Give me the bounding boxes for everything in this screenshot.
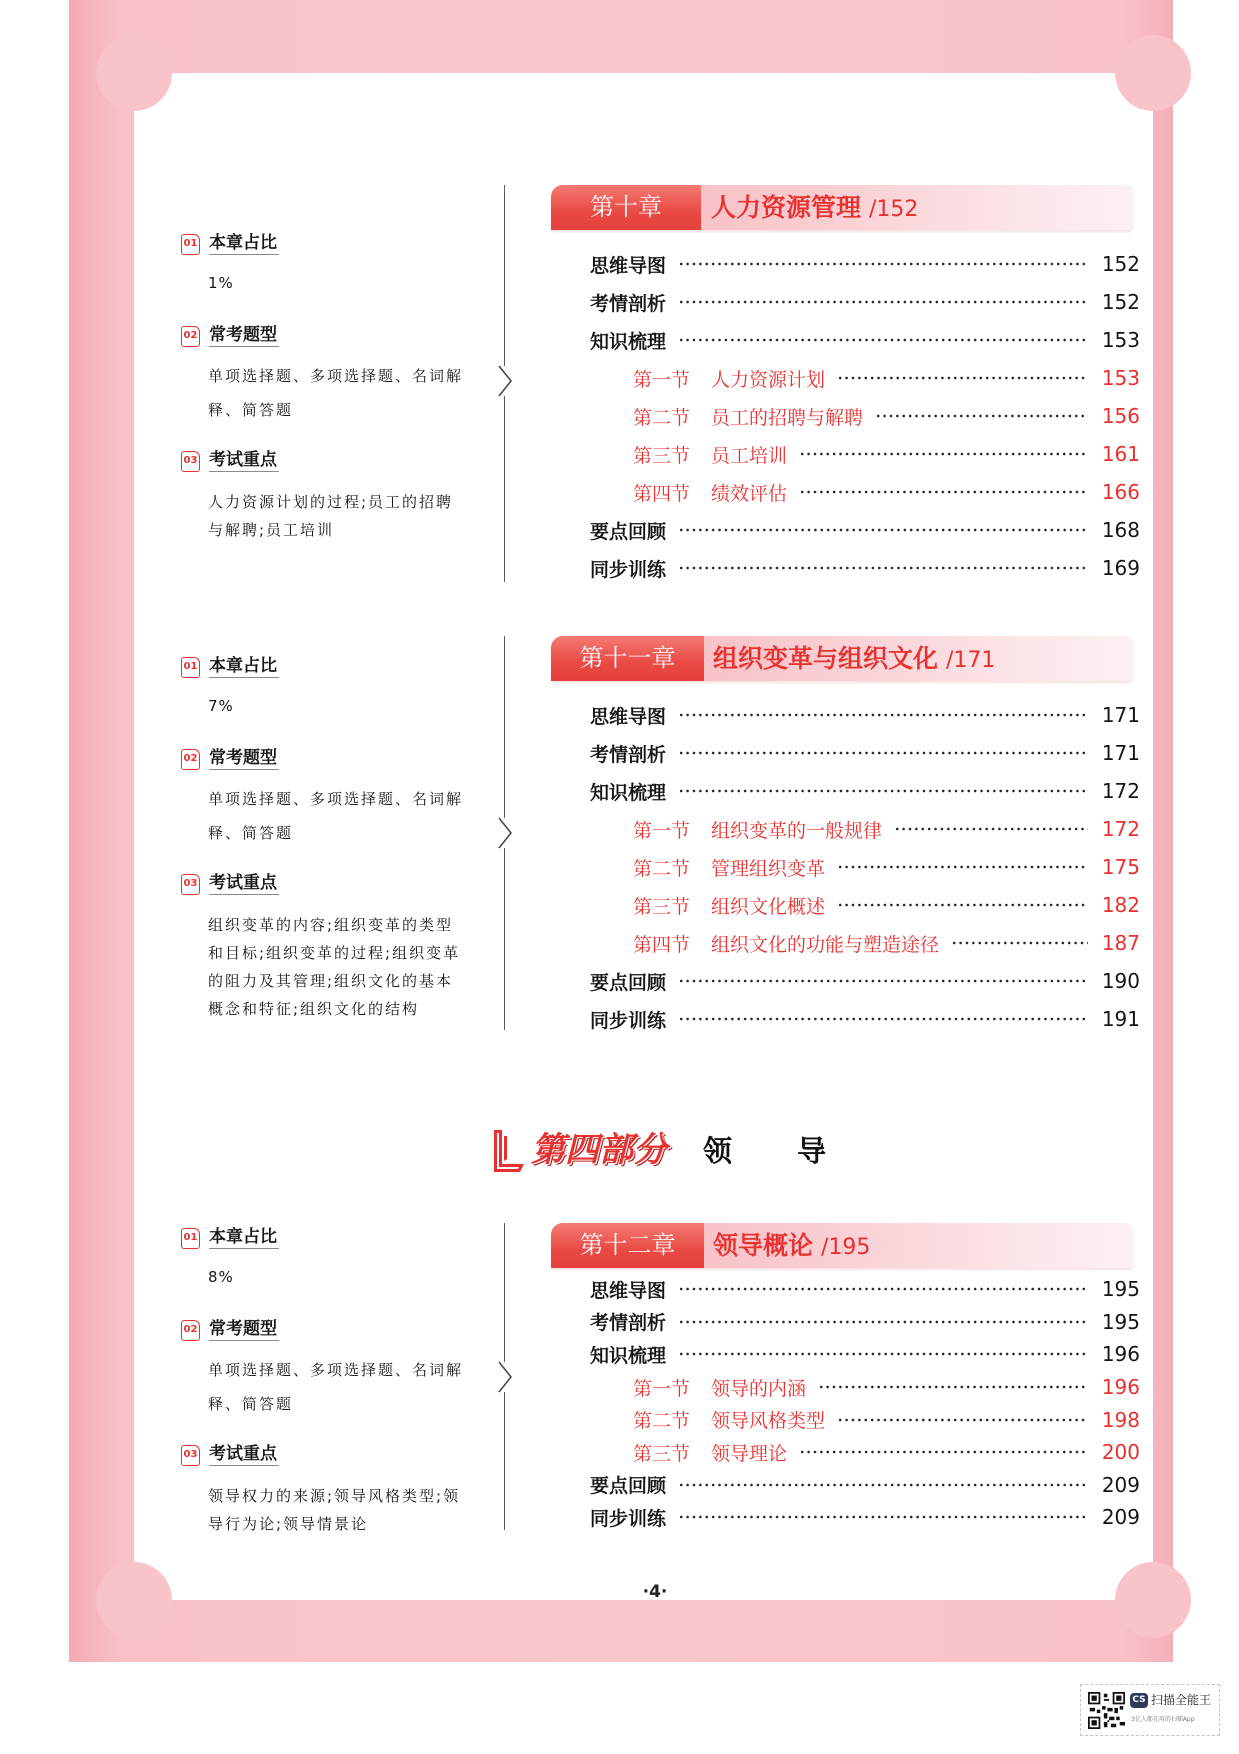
entry-page: 196 <box>1101 1342 1140 1367</box>
section-title: 组织变革的一般规律 <box>711 819 883 842</box>
chapter-page: /171 <box>946 648 996 673</box>
entry-label: 知识梳理 <box>590 781 667 804</box>
dot-leader <box>678 338 1088 342</box>
entry-label: 知识梳理 <box>590 1344 667 1367</box>
chevron-right-icon <box>496 1360 514 1394</box>
chapter-11-toc <box>590 696 1140 1038</box>
types-heading <box>181 748 481 770</box>
types-line: 单项选择题、多项选择题、名词解 <box>208 1361 464 1379</box>
section-title: 组织文化的功能与塑造途径 <box>711 933 940 956</box>
corner-notch-top-right <box>1115 35 1191 111</box>
entry-page: 195 <box>1101 1277 1140 1302</box>
section-page: 161 <box>1101 442 1140 466</box>
scanner-watermark <box>1080 1684 1220 1736</box>
entry-page: 153 <box>1101 328 1140 352</box>
section-title: 员工培训 <box>711 444 788 467</box>
toc-section-entry <box>590 1371 1140 1404</box>
focus-line: 人力资源计划的过程;员工的招聘 <box>208 493 454 511</box>
toc-entry <box>590 1469 1140 1502</box>
chapter-10-header <box>551 185 1133 230</box>
section-number: 第四节 <box>633 933 691 956</box>
section-title: 组织文化概述 <box>711 895 826 918</box>
section-number: 第二节 <box>633 406 691 429</box>
section-page: 198 <box>1101 1407 1140 1432</box>
section-number: 第一节 <box>633 368 691 391</box>
dot-leader <box>678 262 1088 266</box>
chevron-right-icon <box>496 816 514 850</box>
section-page: 166 <box>1101 480 1140 504</box>
chapter-page: /195 <box>821 1235 871 1260</box>
section-number: 第一节 <box>633 1377 691 1400</box>
focus-label: 考试重点 <box>209 1444 277 1464</box>
focus-line: 和目标;组织变革的过程;组织变革 <box>208 944 461 962</box>
ratio-heading <box>181 1227 481 1249</box>
focus-line: 组织变革的内容;组织变革的类型 <box>208 916 454 934</box>
toc-entry <box>590 1501 1140 1534</box>
entry-label: 要点回顾 <box>590 1475 667 1498</box>
section-page: 196 <box>1101 1375 1140 1400</box>
ratio-label: 本章占比 <box>209 233 277 253</box>
toc-entry <box>590 1306 1140 1339</box>
number-badge: 01 <box>181 657 200 678</box>
toc-entry <box>590 549 1140 587</box>
qr-code-icon <box>1088 1692 1125 1729</box>
section-number: 第二节 <box>633 857 691 880</box>
chapter-title: 组织变革与组织文化 <box>713 644 939 673</box>
ratio-heading <box>181 233 481 255</box>
types-text <box>181 782 481 850</box>
dot-leader <box>678 979 1088 983</box>
focus-line: 领导权力的来源;领导风格类型;领 <box>208 1487 461 1505</box>
entry-page: 169 <box>1101 556 1140 580</box>
toc-section-entry <box>590 435 1140 473</box>
chapter-10-sidebar <box>181 233 481 544</box>
entry-page: 171 <box>1101 703 1140 727</box>
chapter-title: 领导概论 <box>713 1231 814 1260</box>
toc-section-entry <box>590 848 1140 886</box>
section-page: 156 <box>1101 404 1140 428</box>
focus-line: 导行为论;领导情景论 <box>208 1515 369 1533</box>
ratio-value: 8% <box>208 1268 234 1286</box>
focus-label: 考试重点 <box>209 450 277 470</box>
corner-notch-bottom-right <box>1115 1562 1191 1638</box>
chevron-right-icon <box>496 364 514 398</box>
focus-line: 概念和特征;组织文化的结构 <box>208 1000 420 1018</box>
dot-leader <box>894 827 1088 831</box>
section-title: 领导理论 <box>711 1442 788 1465</box>
toc-entry <box>590 511 1140 549</box>
focus-line: 与解聘;员工培训 <box>208 521 335 539</box>
focus-text <box>181 911 481 1023</box>
section-page: 172 <box>1101 817 1140 841</box>
section-number: 第二节 <box>633 1410 691 1433</box>
ratio-label: 本章占比 <box>209 656 277 676</box>
ratio-heading <box>181 656 481 678</box>
chapter-11-sidebar <box>181 656 481 1023</box>
types-text <box>181 1353 481 1421</box>
scanner-app-name: 扫描全能王 <box>1151 1693 1212 1707</box>
focus-label: 考试重点 <box>209 873 277 893</box>
section-title: 领导风格类型 <box>711 1410 826 1433</box>
section-title: 绩效评估 <box>711 482 788 505</box>
chapter-heading <box>713 636 995 684</box>
section-title: 员工的招聘与解聘 <box>711 406 864 429</box>
entry-label: 同步训练 <box>590 1507 667 1530</box>
chapter-12-header <box>551 1223 1133 1268</box>
dot-leader <box>678 528 1088 532</box>
section-title: 领导的内涵 <box>711 1377 807 1400</box>
toc-entry <box>590 321 1140 359</box>
toc-entry <box>590 1338 1140 1371</box>
chapter-number: 第十章 <box>551 185 701 230</box>
entry-page: 191 <box>1101 1007 1140 1031</box>
focus-text <box>181 488 481 544</box>
ratio-value: 7% <box>208 697 234 715</box>
types-line: 释、简答题 <box>208 401 294 419</box>
toc-entry <box>590 772 1140 810</box>
toc-section-entry <box>590 810 1140 848</box>
dot-leader <box>799 452 1088 456</box>
entry-label: 同步训练 <box>590 558 667 581</box>
toc-section-entry <box>590 1403 1140 1436</box>
toc-entry <box>590 245 1140 283</box>
entry-label: 思维导图 <box>590 1279 667 1302</box>
entry-page: 209 <box>1101 1472 1140 1497</box>
dot-leader <box>875 414 1088 418</box>
entry-label: 同步训练 <box>590 1009 667 1032</box>
toc-section-entry <box>590 473 1140 511</box>
chapter-heading <box>713 1223 870 1271</box>
entry-label: 考情剖析 <box>590 1312 667 1335</box>
chapter-number: 第十二章 <box>551 1223 704 1268</box>
toc-entry <box>590 962 1140 1000</box>
section-number: 第三节 <box>633 1442 691 1465</box>
chapter-12-toc <box>590 1273 1140 1534</box>
chapter-10-toc <box>590 245 1140 587</box>
dot-leader <box>678 713 1088 717</box>
entry-page: 152 <box>1101 290 1140 314</box>
dot-leader <box>678 1320 1088 1324</box>
scanner-slogan: 3亿人都在用的扫描App <box>1131 1716 1195 1723</box>
dot-leader <box>678 1483 1088 1487</box>
dot-leader <box>678 1352 1088 1356</box>
entry-label: 知识梳理 <box>590 330 667 353</box>
number-badge: 03 <box>181 451 200 472</box>
dot-leader <box>678 566 1088 570</box>
chapter-11-header <box>551 636 1133 681</box>
chapter-title: 人力资源管理 <box>711 193 862 222</box>
corner-notch-bottom-left <box>96 1562 172 1638</box>
scanner-logo: CS <box>1130 1693 1148 1708</box>
dot-leader <box>837 376 1088 380</box>
toc-section-entry <box>590 359 1140 397</box>
types-label: 常考题型 <box>209 1319 277 1339</box>
toc-section-entry <box>590 924 1140 962</box>
entry-page: 190 <box>1101 969 1140 993</box>
types-heading <box>181 325 481 347</box>
section-number: 第四节 <box>633 482 691 505</box>
section-number: 第三节 <box>633 444 691 467</box>
types-text <box>181 359 481 427</box>
entry-page: 172 <box>1101 779 1140 803</box>
types-line: 释、简答题 <box>208 1395 294 1413</box>
dot-leader <box>837 903 1088 907</box>
entry-label: 思维导图 <box>590 254 667 277</box>
dot-leader <box>678 1287 1088 1291</box>
toc-entry <box>590 696 1140 734</box>
types-heading <box>181 1319 481 1341</box>
entry-page: 152 <box>1101 252 1140 276</box>
entry-label: 要点回顾 <box>590 520 667 543</box>
entry-label: 要点回顾 <box>590 971 667 994</box>
section-page: 182 <box>1101 893 1140 917</box>
corner-notch-top-left <box>96 35 172 111</box>
dot-leader <box>678 789 1088 793</box>
section-number: 第三节 <box>633 895 691 918</box>
dot-leader <box>837 1418 1088 1422</box>
dot-leader <box>678 751 1088 755</box>
entry-label: 思维导图 <box>590 705 667 728</box>
number-badge: 03 <box>181 1445 200 1466</box>
section-number: 第一节 <box>633 819 691 842</box>
chapter-12-sidebar <box>181 1227 481 1538</box>
number-badge: 02 <box>181 749 200 770</box>
dot-leader <box>799 1450 1088 1454</box>
section-page: 153 <box>1101 366 1140 390</box>
types-line: 单项选择题、多项选择题、名词解 <box>208 790 464 808</box>
entry-label: 考情剖析 <box>590 292 667 315</box>
part-bracket-icon <box>490 1128 526 1174</box>
types-label: 常考题型 <box>209 325 277 345</box>
part-title: 领 导 <box>703 1134 827 1168</box>
entry-page: 195 <box>1101 1309 1140 1334</box>
toc-section-entry <box>590 886 1140 924</box>
chapter-heading <box>711 185 918 233</box>
section-title: 管理组织变革 <box>711 857 826 880</box>
dot-leader <box>678 1017 1088 1021</box>
number-badge: 01 <box>181 1228 200 1249</box>
types-line: 单项选择题、多项选择题、名词解 <box>208 367 464 385</box>
number-badge: 02 <box>181 1320 200 1341</box>
entry-page: 168 <box>1101 518 1140 542</box>
part-label: 第四部分 <box>531 1130 667 1170</box>
types-line: 释、简答题 <box>208 824 294 842</box>
dot-leader <box>678 300 1088 304</box>
section-page: 187 <box>1101 931 1140 955</box>
focus-heading <box>181 450 481 472</box>
section-title: 人力资源计划 <box>711 368 826 391</box>
dot-leader <box>818 1385 1088 1389</box>
focus-line: 的阻力及其管理;组织文化的基本 <box>208 972 454 990</box>
section-page: 200 <box>1101 1440 1140 1465</box>
focus-text <box>181 1482 481 1538</box>
focus-heading <box>181 1444 481 1466</box>
number-badge: 02 <box>181 326 200 347</box>
toc-section-entry <box>590 397 1140 435</box>
toc-entry <box>590 283 1140 321</box>
toc-entry <box>590 1273 1140 1306</box>
focus-heading <box>181 873 481 895</box>
types-label: 常考题型 <box>209 748 277 768</box>
section-page: 175 <box>1101 855 1140 879</box>
chapter-page: /152 <box>869 197 919 222</box>
ratio-label: 本章占比 <box>209 1227 277 1247</box>
dot-leader <box>678 1515 1088 1519</box>
entry-label: 考情剖析 <box>590 743 667 766</box>
toc-entry <box>590 1000 1140 1038</box>
dot-leader <box>837 865 1088 869</box>
chapter-number: 第十一章 <box>551 636 704 681</box>
entry-page: 209 <box>1101 1505 1140 1530</box>
entry-page: 171 <box>1101 741 1140 765</box>
page-number: ·4· <box>642 1582 668 1602</box>
dot-leader <box>799 490 1088 494</box>
toc-section-entry <box>590 1436 1140 1469</box>
number-badge: 03 <box>181 874 200 895</box>
ratio-value: 1% <box>208 274 234 292</box>
number-badge: 01 <box>181 234 200 255</box>
dot-leader <box>951 941 1088 945</box>
toc-entry <box>590 734 1140 772</box>
